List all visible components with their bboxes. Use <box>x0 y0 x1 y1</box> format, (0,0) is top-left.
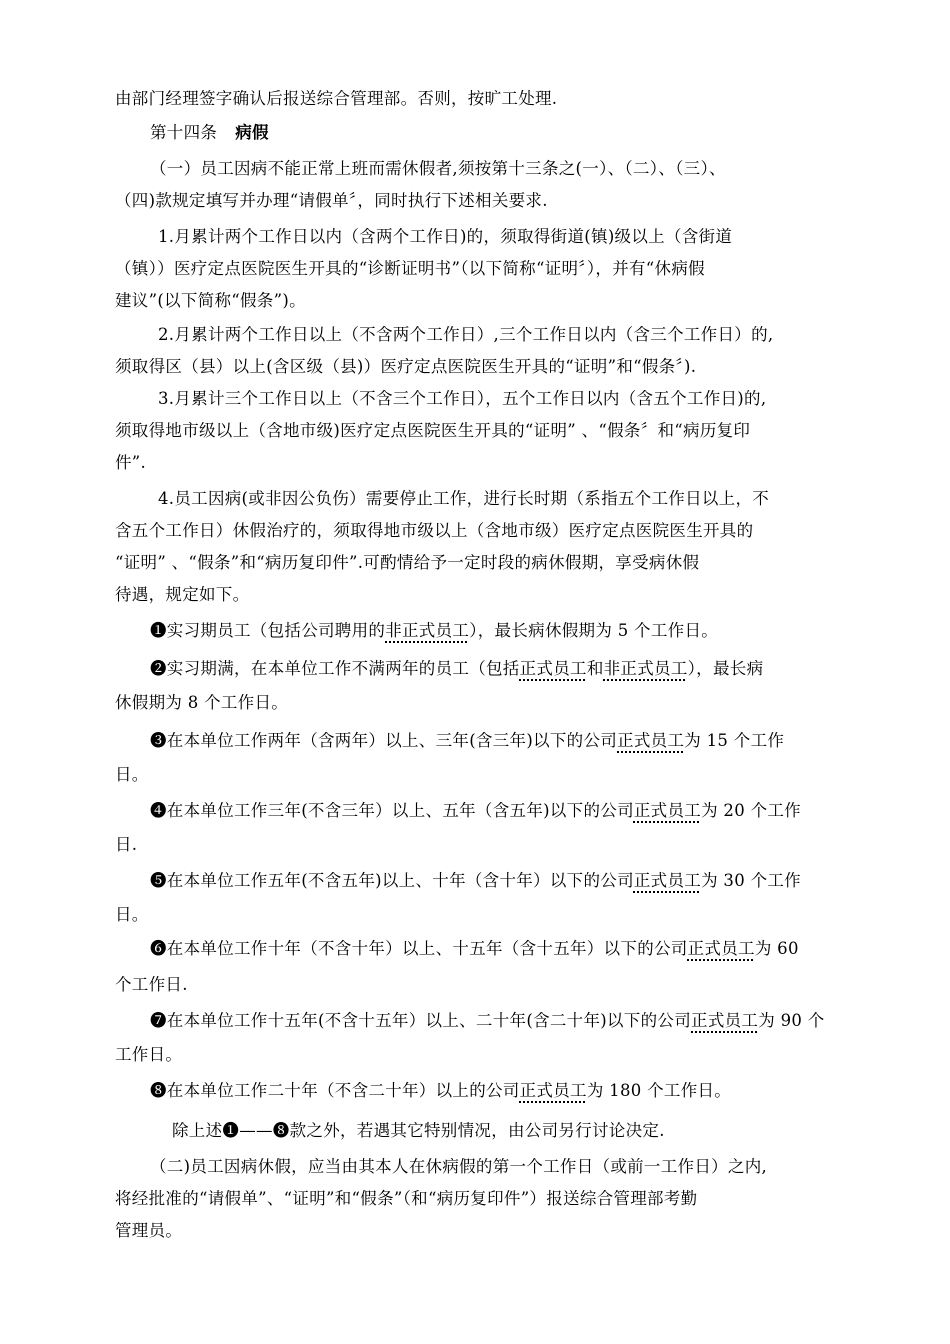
paragraph-line: 日。 <box>115 765 149 784</box>
item-text: ❷实习期满，在本单位工作不满两年的员工（包括 <box>150 659 520 678</box>
item-text: ❹在本单位工作三年(不含三年）以上、五年（含五年)以下的公司 <box>150 801 634 820</box>
item-text: ❼在本单位工作十五年(不含十五年）以上、二十年(含二十年)以下的公司 <box>150 1011 692 1030</box>
clause-1-line: 1.月累计两个工作日以内（含两个工作日)的，须取得街道(镇)级以上（含街道 <box>158 227 733 246</box>
item-text: ❺在本单位工作五年(不含五年)以上、十年（含十年）以下的公司 <box>150 871 634 890</box>
paragraph-line: “证明” 、“假条”和“病历复印件”.可酌情给予一定时段的病休假期，享受病休假 <box>115 553 700 572</box>
paragraph-line: 日。 <box>115 905 149 924</box>
article-title: 病假 <box>235 123 269 142</box>
paragraph-line: 除上述❶——❽款之外，若遇其它特别情况，由公司另行讨论决定. <box>172 1121 665 1140</box>
emphasis-text: 正式员工 <box>617 731 685 750</box>
item-text: ），最长病休假期为 5 个工作日。 <box>469 621 719 640</box>
item-text: 为 15 个工作 <box>684 731 785 750</box>
list-item <box>150 730 910 752</box>
paragraph-line: 须取得区（县）以上(含区级（县)）医疗定点医院医生开具的“证明”和“假条〞). <box>115 357 697 376</box>
paragraph-line: 待遇，规定如下。 <box>115 585 250 604</box>
item-text: 为 60 <box>754 939 799 958</box>
list-item <box>150 620 910 642</box>
list-item <box>150 658 910 680</box>
paragraph-line: 休假期为 8 个工作日。 <box>115 693 289 712</box>
paragraph-line: 管理员。 <box>115 1221 183 1240</box>
article-number: 第十四条 <box>150 123 218 142</box>
paragraph-line: 建议”(以下简称“假条”)。 <box>115 291 306 310</box>
paragraph-line: 含五个工作日）休假治疗的，须取得地市级以上（含地市级）医疗定点医院医生开具的 <box>115 521 754 540</box>
emphasis-text: 正式员工 <box>633 871 702 890</box>
paragraph-line: 将经批准的“请假单”、“证明”和“假条”（和“病历复印件”）报送综合管理部考勤 <box>115 1189 698 1208</box>
paragraph-line: 个工作日. <box>115 975 188 994</box>
paragraph-line: （镇））医疗定点医院医生开具的“诊断证明书”（以下简称“证明〞），并有“休病假 <box>115 259 705 278</box>
emphasis-text: 正式员工 <box>687 939 755 958</box>
list-item <box>150 938 910 960</box>
paragraph-line: （四)款规定填写并办理“请假单〞，同时执行下述相关要求. <box>115 191 548 210</box>
paragraph-line: 件”. <box>115 453 147 472</box>
clause-4-line: 4.员工因病(或非因公负伤）需要停止工作，进行长时期（系指五个工作日以上，不 <box>158 489 770 508</box>
paragraph-line: 须取得地市级以上（含地市级)医疗定点医院医生开具的“证明” 、“假条〞和“病历复印 <box>115 421 751 440</box>
list-item <box>150 800 910 822</box>
list-item <box>150 1080 910 1102</box>
list-item <box>150 870 910 892</box>
list-item <box>150 1010 910 1032</box>
clause-3-line: 3.月累计三个工作日以上（不含三个工作日），五个工作日以内（含五个工作日)的, <box>158 389 767 408</box>
paragraph-line: （一）员工因病不能正常上班而需休假者,须按第十三条之(一）、（二）、（三）、 <box>150 159 726 178</box>
item-text: ❶实习期员工（包括公司聘用的 <box>150 621 386 640</box>
emphasis-text: 正式员工 <box>519 1081 587 1100</box>
clause-2-line: 2.月累计两个工作日以上（不含两个工作日）,三个工作日以内（含三个工作日）的, <box>158 325 774 344</box>
emphasis-text: 正式员工 <box>633 801 702 820</box>
item-text: ❸在本单位工作两年（含两年）以上、三年(含三年)以下的公司 <box>150 731 618 750</box>
paragraph-line: 工作日。 <box>115 1045 183 1064</box>
item-text: 和 <box>586 659 604 678</box>
item-text: 为 30 个工作 <box>701 871 801 890</box>
emphasis-text: 正式员工 <box>691 1011 759 1030</box>
article-heading <box>150 122 910 144</box>
item-text: ❻在本单位工作十年（不含十年）以上、十五年（含十五年）以下的公司 <box>150 939 688 958</box>
paragraph-line: 日. <box>115 835 138 854</box>
paragraph-line: （二)员工因病休假，应当由其本人在休病假的第一个工作日（或前一工作日）之内, <box>150 1157 768 1176</box>
item-text: 为 180 个工作日。 <box>586 1081 732 1100</box>
item-text: 为 20 个工作 <box>701 801 801 820</box>
item-text: ❽在本单位工作二十年（不含二十年）以上的公司 <box>150 1081 520 1100</box>
emphasis-text: 正式员工 <box>519 659 587 678</box>
paragraph-line: 由部门经理签字确认后报送综合管理部。否则，按旷工处理. <box>115 89 558 108</box>
emphasis-text: 非正式员工 <box>385 621 470 640</box>
emphasis-text: 非正式员工 <box>603 659 688 678</box>
item-text: ），最长病 <box>687 659 764 678</box>
item-text: 为 90 个 <box>758 1011 825 1030</box>
